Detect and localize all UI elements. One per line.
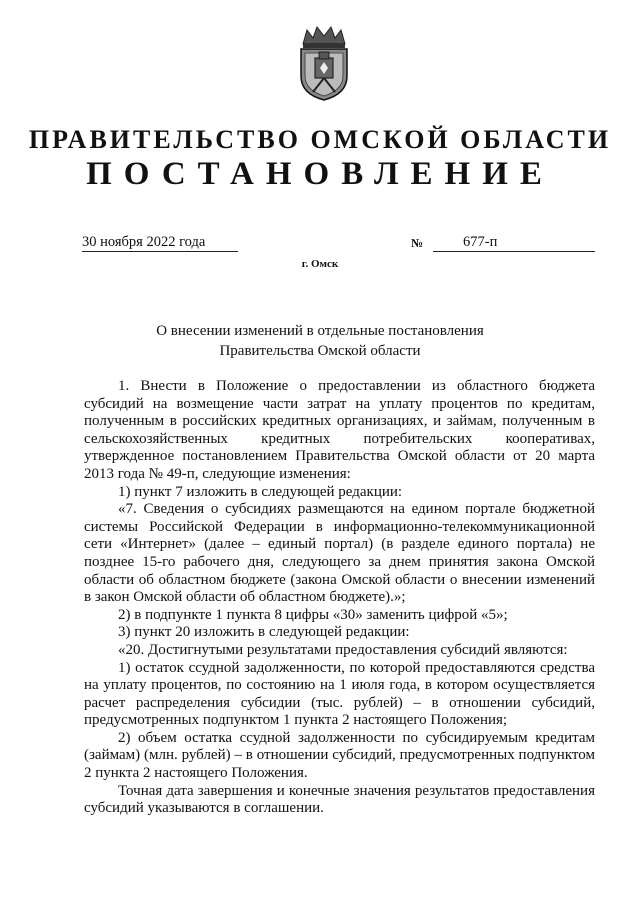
body-paragraph: Точная дата завершения и конечные значения результатов предоставления субсидий указываются в соглашении. bbox=[84, 782, 595, 817]
body-paragraph: «20. Достигнутыми результатами предоставления субсидий являются: bbox=[118, 641, 568, 658]
body-paragraph: 1. Внести в Положение о предоставлении из областного бюджета субсидий на возмещение части затрат на уплату процентов по кредитам, полученным в российских кредитных организациях, и займам, полученным в сельскохозяйственных кредитных потребительских кооперативах, утвержденное постановлением Правительства Омской области от 20 марта 2013 года № 49-п, следующие изменения: bbox=[84, 378, 595, 482]
document-number-text: 677-п bbox=[463, 234, 498, 250]
body-paragraph: 1) пункт 7 изложить в следующей редакции: bbox=[118, 483, 403, 500]
document-body bbox=[84, 378, 595, 818]
document-city: г. Омск bbox=[301, 258, 339, 270]
government-title: ПРАВИТЕЛЬСТВО ОМСКОЙ ОБЛАСТИ bbox=[28, 125, 612, 154]
document-type: ПОСТАНОВЛЕНИЕ bbox=[86, 156, 554, 192]
document-number bbox=[433, 234, 595, 252]
document-subject bbox=[140, 321, 500, 361]
number-sign: № bbox=[411, 236, 424, 250]
subject-line: Правительства Омской области bbox=[219, 343, 421, 359]
document-date: 30 ноября 2022 года bbox=[82, 234, 238, 252]
body-paragraph: 2) в подпункте 1 пункта 8 цифры «30» заменить цифрой «5»; bbox=[118, 606, 508, 623]
subject-line: О внесении изменений в отдельные постановления bbox=[156, 323, 484, 339]
body-paragraph: 2) объем остатка ссудной задолженности по субсидируемым кредитам (займам) (млн. рублей) – в отношении субсидий, предусмотренных подпунктом 2 пункта 2 настоящего Положения. bbox=[84, 729, 595, 782]
omsk-coat-of-arms-icon bbox=[295, 24, 353, 102]
body-paragraph: «7. Сведения о субсидиях размещаются на едином портале бюджетной системы Российской Федерации в информационно-телекоммуникационной сети «Интернет» (далее – единый портал) (в разделе единого портала) не позднее 15-го рабочего дня, следующего за днем принятия закона Омской области об областном бюджете (закона Омской области о внесении изменений в закон Омской области об областном бюджете).»; bbox=[84, 501, 595, 606]
body-paragraph: 1) остаток ссудной задолженности, по которой предоставляются средства на уплату процентов, по состоянию на 1 июля года, в котором осуществляется расчет распределения субсидии (тыс. рублей) – в отношении субсидий, предусмотренных подпунктом 1 пункта 2 настоящего Положения; bbox=[84, 659, 595, 729]
body-paragraph: 3) пункт 20 изложить в следующей редакции: bbox=[118, 624, 410, 641]
